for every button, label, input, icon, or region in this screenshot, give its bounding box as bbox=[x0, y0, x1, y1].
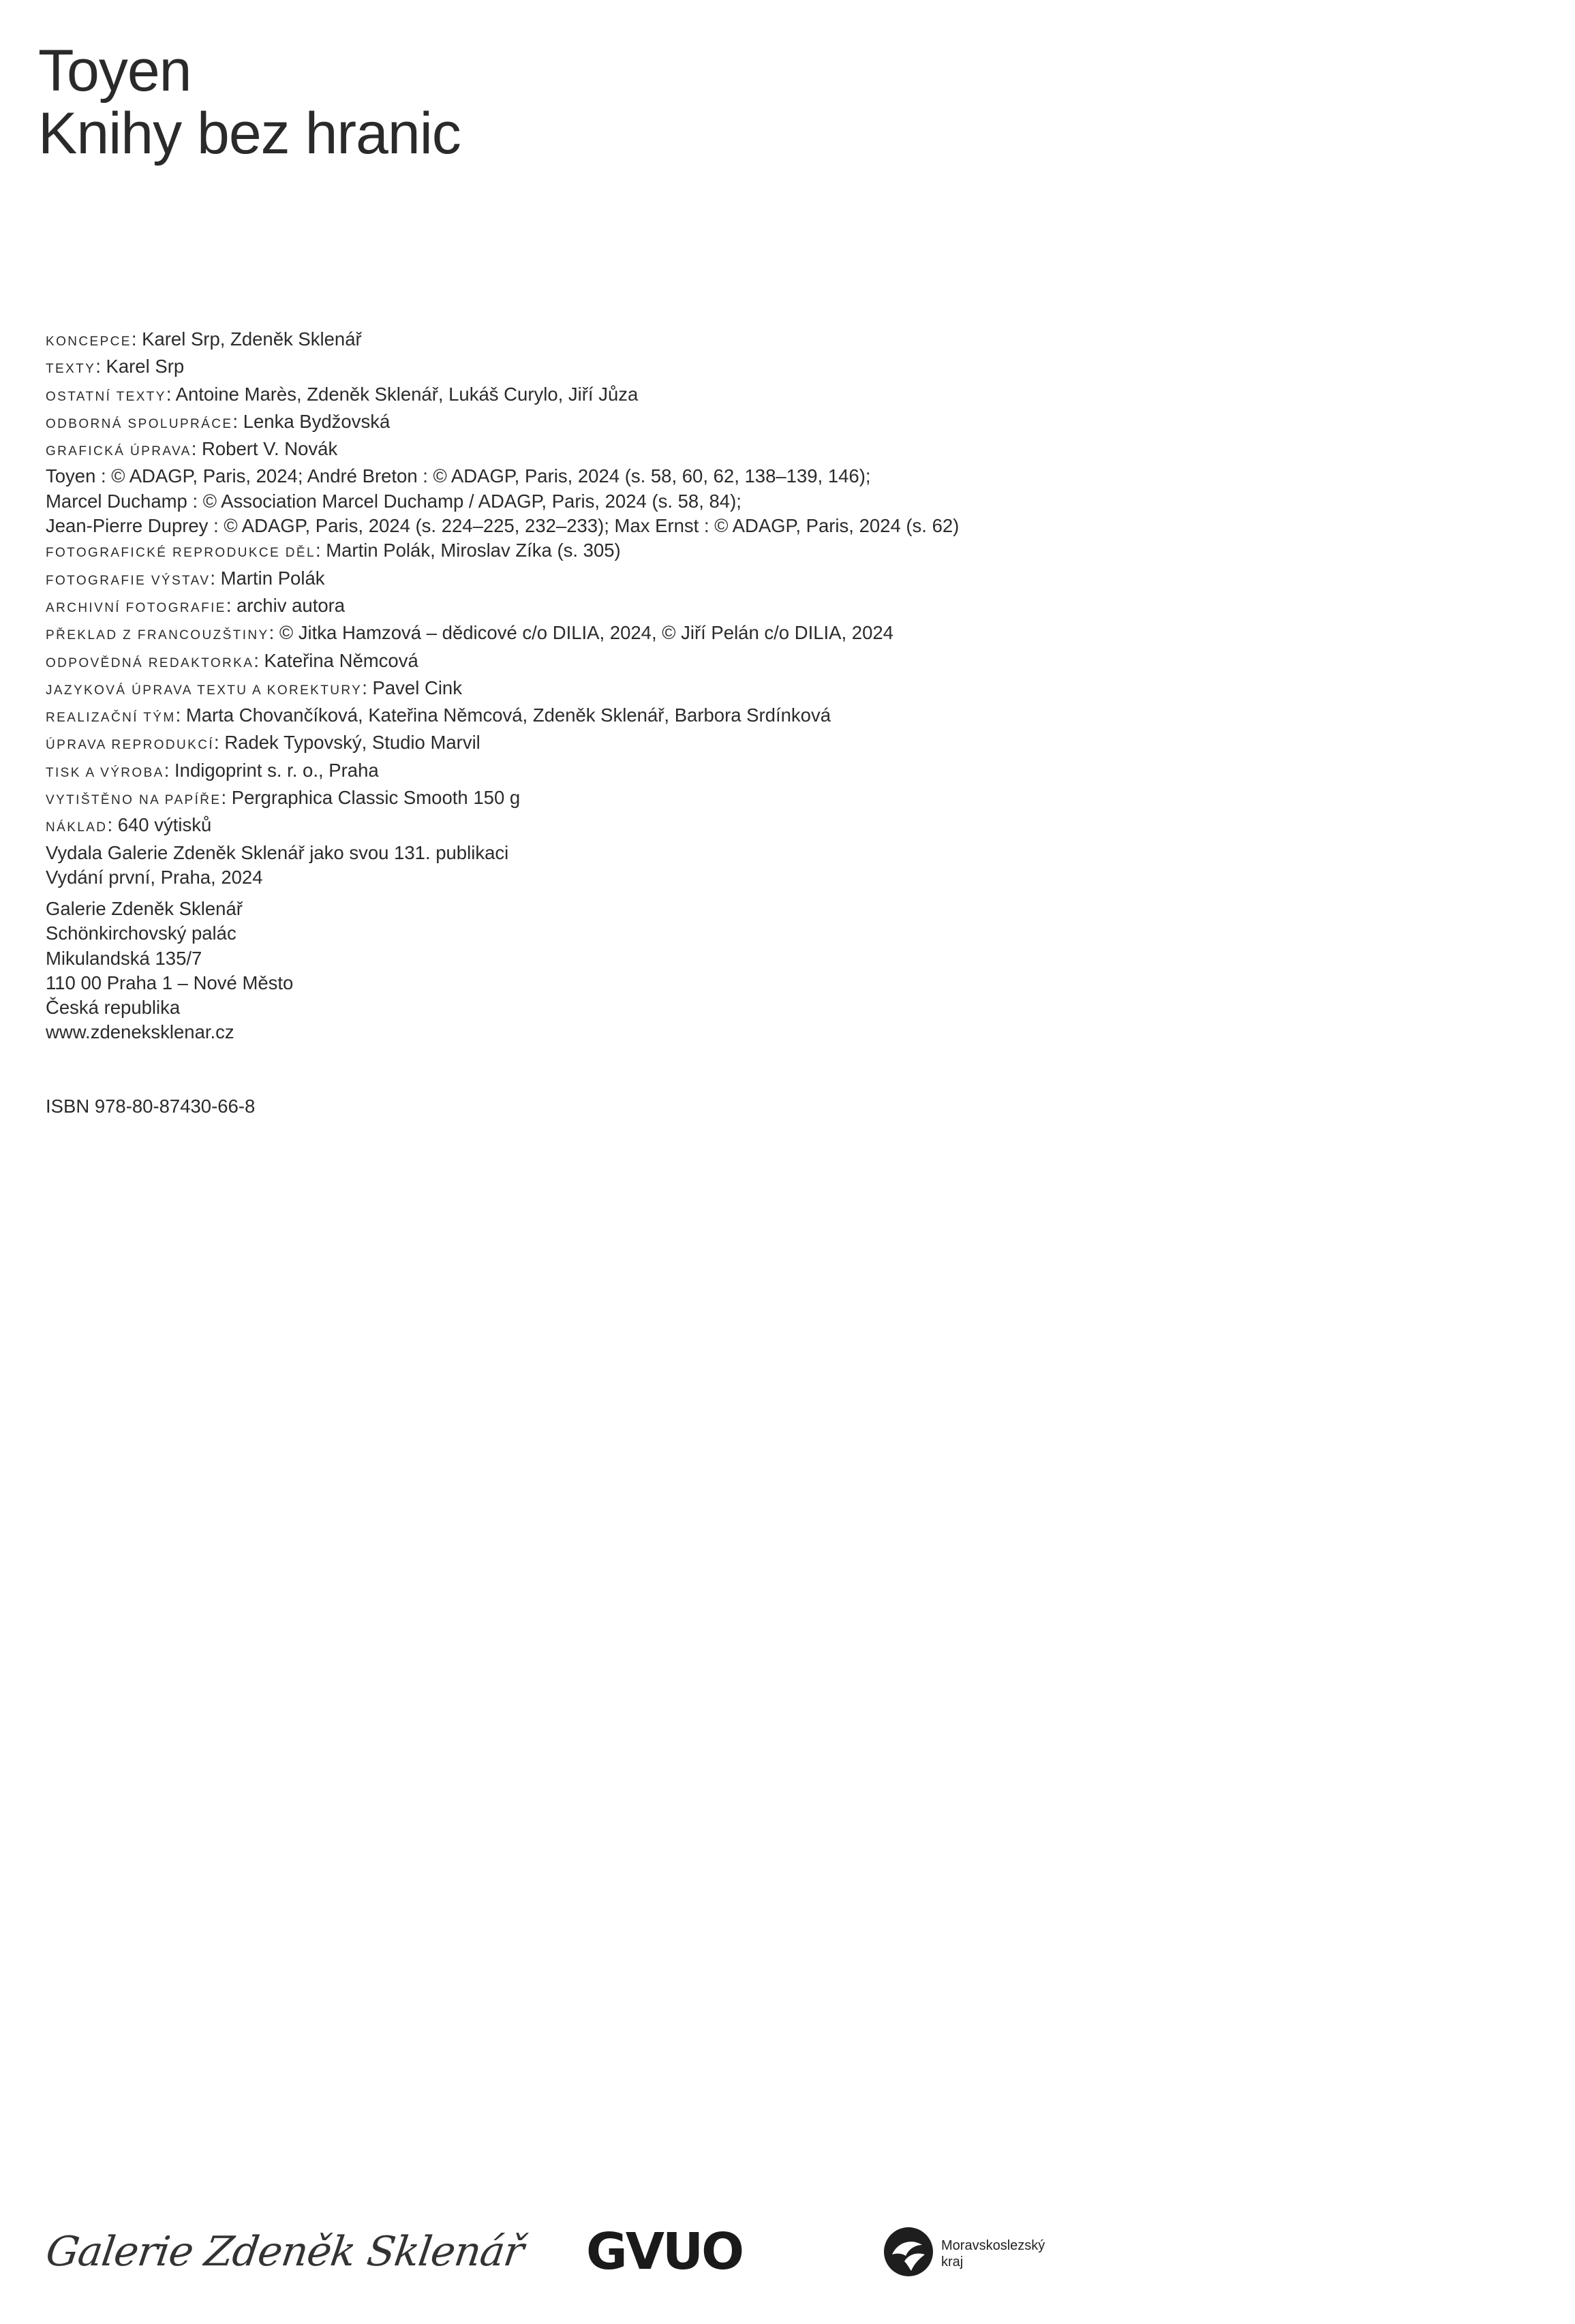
colophon-line bbox=[46, 621, 1409, 648]
colophon-value: Martin Polák bbox=[220, 567, 325, 589]
colophon-label: VYTIŠTĚNO NA PAPÍŘE bbox=[46, 793, 221, 808]
colophon-value: Lenka Bydžovská bbox=[243, 410, 391, 432]
colophon-separator: : bbox=[362, 677, 373, 698]
colophon-value: Pavel Cink bbox=[372, 677, 462, 698]
colophon-separator: : bbox=[95, 356, 106, 377]
colophon-value: Pergraphica Classic Smooth 150 g bbox=[231, 787, 521, 809]
colophon-value: Vydání první, Praha, 2024 bbox=[46, 866, 263, 888]
colophon-line bbox=[46, 327, 1409, 354]
title-line-2: Knihy bez hranic bbox=[38, 101, 461, 166]
colophon-value: Jean-Pierre Duprey : © ADAGP, Paris, 2024 (s. 224–225, 232–233); Max Ernst : © ADAGP, Paris, 2024 (s. 62) bbox=[46, 515, 960, 537]
colophon-line bbox=[46, 354, 1409, 382]
colophon-value: Radek Typovský, Studio Marvil bbox=[224, 732, 480, 754]
colophon-label: REALIZAČNÍ TÝM bbox=[46, 711, 176, 726]
colophon-line bbox=[46, 813, 1409, 840]
publisher-address bbox=[46, 897, 293, 1045]
colophon-separator: : bbox=[214, 732, 225, 754]
colophon-line bbox=[46, 514, 1409, 538]
colophon-label: ODBORNÁ SPOLUPRÁCE bbox=[46, 416, 233, 431]
colophon-value: 640 výtisků bbox=[117, 814, 212, 836]
colophon-label: NÁKLAD bbox=[46, 820, 108, 835]
colophon-label: ARCHIVNÍ FOTOGRAFIE bbox=[46, 600, 226, 615]
colophon-value: Marta Chovančíková, Kateřina Němcová, Zdeněk Sklenář, Barbora Srdínková bbox=[185, 704, 831, 726]
colophon-value: archiv autora bbox=[236, 594, 346, 616]
colophon-label: OSTATNÍ TEXTY bbox=[46, 389, 166, 404]
address-line: Schönkirchovský palác bbox=[46, 923, 236, 944]
colophon-label: TEXTY bbox=[46, 362, 96, 377]
colophon-line bbox=[46, 758, 1409, 786]
address-line: Mikulandská 135/7 bbox=[46, 947, 202, 969]
colophon-line bbox=[46, 489, 1409, 514]
book-title bbox=[38, 40, 461, 165]
colophon-separator: : bbox=[175, 704, 186, 726]
colophon-value: Toyen : © ADAGP, Paris, 2024; André Breton : © ADAGP, Paris, 2024 (s. 58, 60, 62, 138–139, 146); bbox=[46, 465, 871, 487]
colophon-separator: : bbox=[131, 328, 142, 350]
colophon-value: Marcel Duchamp : © Association Marcel Duchamp / ADAGP, Paris, 2024 (s. 58, 84); bbox=[46, 490, 741, 512]
colophon-line bbox=[46, 464, 1409, 489]
colophon-separator: : bbox=[107, 814, 118, 836]
galerie-logo: Galerie Zdeněk Sklenář bbox=[43, 2228, 527, 2276]
colophon-value: Kateřina Němcová bbox=[264, 649, 418, 671]
colophon-separator: : bbox=[254, 649, 264, 671]
colophon-line bbox=[46, 409, 1409, 437]
colophon-line bbox=[46, 703, 1409, 730]
colophon-value: Vydala Galerie Zdeněk Sklenář jako svou 131. publikaci bbox=[46, 841, 509, 863]
colophon-line bbox=[46, 437, 1409, 464]
colophon-line bbox=[46, 566, 1409, 593]
isbn: ISBN 978-80-87430-66-8 bbox=[46, 1096, 256, 1117]
colophon-label: KONCEPCE bbox=[46, 335, 132, 349]
colophon-separator: : bbox=[226, 594, 237, 616]
kraj-name-line-2: kraj bbox=[941, 2255, 964, 2269]
colophon-label: GRAFICKÁ ÚPRAVA bbox=[46, 444, 192, 459]
colophon-label: PŘEKLAD Z FRANCOUZŠTINY bbox=[46, 628, 269, 643]
kraj-emblem-icon bbox=[881, 2225, 936, 2279]
colophon-value: Karel Srp, Zdeněk Sklenář bbox=[142, 328, 362, 350]
colophon-label: ÚPRAVA REPRODUKCÍ bbox=[46, 738, 215, 753]
colophon-separator: : bbox=[166, 383, 176, 405]
colophon-separator: : bbox=[232, 410, 243, 432]
colophon-value: Robert V. Novák bbox=[202, 438, 338, 460]
address-line: 110 00 Praha 1 – Nové Město bbox=[46, 972, 294, 993]
address-line: Česká republika bbox=[46, 997, 181, 1019]
title-line-1: Toyen bbox=[38, 38, 192, 104]
kraj-name-line-1: Moravskoslezský bbox=[941, 2238, 1045, 2253]
colophon-separator: : bbox=[221, 787, 232, 809]
colophon-label: FOTOGRAFIE VÝSTAV bbox=[46, 573, 211, 588]
colophon-label: TISK A VÝROBA bbox=[46, 765, 164, 780]
colophon-value: © Jitka Hamzová – dědicové c/o DILIA, 2024, © Jiří Pelán c/o DILIA, 2024 bbox=[279, 622, 893, 644]
colophon-separator: : bbox=[164, 759, 175, 781]
colophon-line bbox=[46, 538, 1409, 565]
colophon-value: Martin Polák, Miroslav Zíka (s. 305) bbox=[326, 540, 621, 561]
colophon-line bbox=[46, 730, 1409, 758]
colophon-label: ODPOVĚDNÁ REDAKTORKA bbox=[46, 655, 254, 670]
colophon-value: Antoine Marès, Zdeněk Sklenář, Lukáš Curylo, Jiří Jůza bbox=[175, 383, 639, 405]
moravskoslezsky-kraj-logo bbox=[881, 2225, 1058, 2286]
address-line: Galerie Zdeněk Sklenář bbox=[46, 898, 243, 919]
colophon-line bbox=[46, 865, 1409, 890]
colophon-line bbox=[46, 593, 1409, 621]
colophon-line bbox=[46, 786, 1409, 813]
colophon-line bbox=[46, 649, 1409, 676]
colophon-separator: : bbox=[191, 438, 202, 460]
colophon-separator: : bbox=[315, 540, 326, 561]
colophon-label: FOTOGRAFICKÉ REPRODUKCE DĚL bbox=[46, 546, 316, 561]
colophon bbox=[46, 327, 1409, 890]
gvuo-logo: GVUO bbox=[586, 2222, 743, 2281]
colophon-label: JAZYKOVÁ ÚPRAVA TEXTU A KOREKTURY bbox=[46, 683, 363, 698]
colophon-line bbox=[46, 841, 1409, 865]
colophon-value: Karel Srp bbox=[106, 356, 185, 377]
colophon-separator: : bbox=[269, 622, 279, 644]
colophon-line bbox=[46, 676, 1409, 703]
colophon-line bbox=[46, 382, 1409, 409]
colophon-separator: : bbox=[210, 567, 221, 589]
website-link[interactable]: www.zdeneksklenar.cz bbox=[46, 1021, 234, 1043]
colophon-value: Indigoprint s. r. o., Praha bbox=[174, 759, 379, 781]
